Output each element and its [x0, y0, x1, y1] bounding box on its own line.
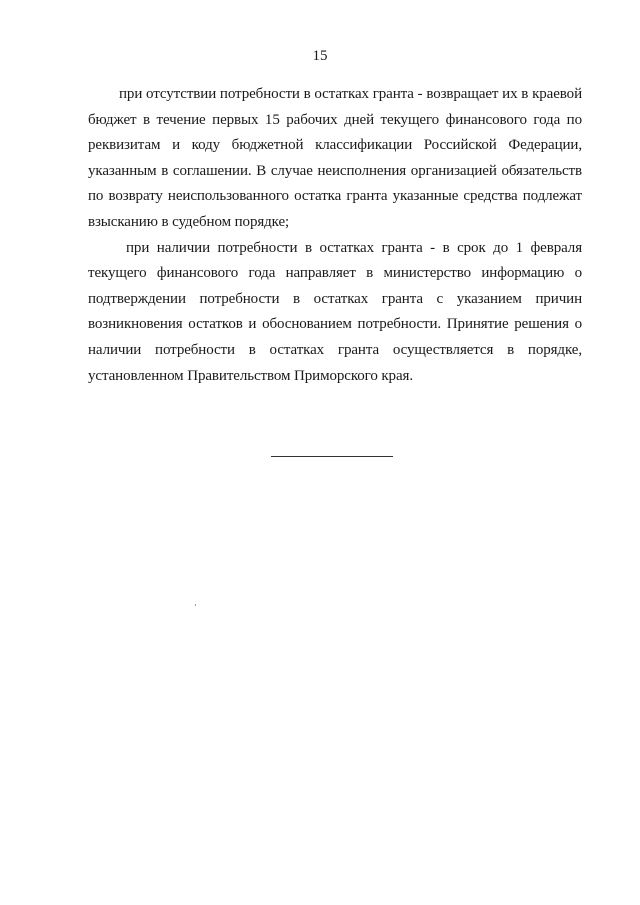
paragraph-grant-return: при отсутствии потребности в остатках гранта - возвращает их в краевой бюджет в течение первых 15 рабочих дней текущего финансового года по реквизитам и коду бюджетной классификации Российской Федерации, указанным в соглашении. В случае неисполнения организацией обязательств по возврату неиспользованного остатка гранта указанные средства подлежат взысканию в судебном порядке;	[88, 86, 582, 230]
scan-speck	[195, 604, 196, 606]
body-text	[88, 82, 582, 389]
page-number: 15	[312, 48, 328, 64]
end-of-text-rule	[271, 456, 393, 457]
paragraph-grant-need: при наличии потребности в остатках гранта - в срок до 1 февраля текущего финансового года направляет в министерство информацию о подтверждении потребности в остатках гранта с указанием причин возникновения остатков и обоснованием потребности. Принятие решения о наличии потребности в остатках гранта осуществляется в порядке, установленном Правительством Приморского края.	[88, 239, 582, 384]
